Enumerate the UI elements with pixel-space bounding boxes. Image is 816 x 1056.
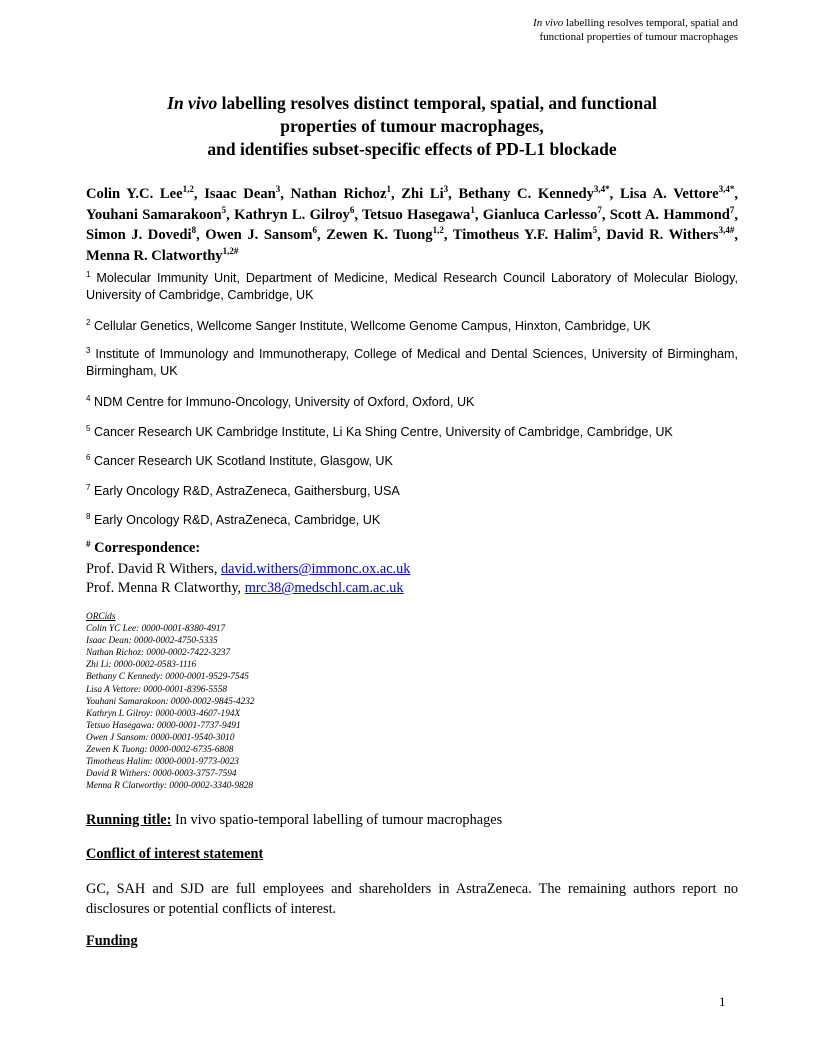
- author-affiliation-mark: 3,4#: [718, 225, 735, 236]
- affiliation-number: 6: [86, 453, 91, 462]
- author-affiliation-mark: 5: [592, 225, 598, 236]
- affiliation-number: 1: [86, 270, 91, 279]
- orcid-entry: Zewen K Tuong: 0000-0002-6735-6808: [86, 745, 234, 756]
- author-affiliation-mark: 7: [729, 204, 735, 215]
- affiliation: [86, 346, 738, 379]
- affiliation: [86, 394, 738, 411]
- orcid-heading: ORCids: [86, 612, 116, 622]
- conflict-text: GC, SAH and SJD are full employees and shareholders in AstraZeneca. The remaining authors report no disclosures or potential conflicts of interest.: [86, 881, 738, 917]
- affiliation: [86, 483, 738, 500]
- author-affiliation-mark: 3,4*: [593, 184, 610, 195]
- author: Colin Y.C. Lee$^{1,2}$: [86, 184, 194, 202]
- author-affiliation-mark: 7: [597, 204, 602, 215]
- affiliation: [86, 318, 738, 335]
- author: Isaac Dean$^3$: [204, 184, 281, 202]
- orcid-entry: Isaac Dean: 0000-0002-4750-5335: [86, 636, 218, 647]
- author: Simon J. Dovedi$^8$: [86, 225, 197, 243]
- orcid-entry: Tetsuo Hasegawa: 0000-0001-7737-9491: [86, 720, 241, 731]
- correspondence-contact: Prof. Menna R Clatworthy, mrc38@medschl.cam.ac.uk: [86, 580, 404, 596]
- affiliation-text: Molecular Immunity Unit, Department of Medicine, Medical Research Council Laboratory of Molecular Biology, University of Cambridge, Cambridge, UK: [86, 271, 738, 302]
- affiliation-text: NDM Centre for Immuno-Oncology, University of Oxford, Oxford, UK: [93, 395, 475, 409]
- affiliation-text: Institute of Immunology and Immunotherapy, College of Medical and Dental Sciences, University of Birmingham, Birmingham, UK: [86, 347, 738, 378]
- author: Timotheus Y.F. Halim$^5$: [452, 225, 598, 243]
- affiliation-text: Cancer Research UK Cambridge Institute, Li Ka Shing Centre, University of Cambridge, Cambridge, UK: [93, 425, 673, 439]
- page-number: 1: [719, 994, 726, 1009]
- author: Youhani Samarakoon$^5$: [86, 204, 227, 223]
- affiliation-text: Cancer Research UK Scotland Institute, Glasgow, UK: [93, 454, 393, 468]
- author-list: Colin Y.C. Lee$^{1,2}$, Isaac Dean$^3$, Nathan Richoz$^1$, Zhi Li$^3$, Bethany C. Kennedy$^{3,4*}$, Lisa A. Vettore$^{3,4*}$, Youhani Samarakoon$^5$, Kathryn L. Gilroy$^6$, Tetsuo Hasegawa$^1$, Gianluca Carlesso$^7$, Scott A. Hammond$^7$, Simon J. Dovedi$^8$, Owen J. Sansom$^6$, Zewen K. Tuong$^{1,2}$, Timotheus Y.F. Halim$^5$, David R. Withers$^{3,4\#}$, Menna R. Clatworthy$^{1,2\#}$: [86, 184, 739, 264]
- orcid-list: [86, 611, 406, 792]
- author-affiliation-mark: 1,2: [432, 225, 444, 236]
- title-line2: properties of tumour macrophages,: [280, 116, 544, 136]
- conflict-heading: Conflict of interest statement: [86, 846, 264, 862]
- author-affiliation-mark: 1,2: [182, 184, 194, 195]
- orcid-entry: Lisa A Vettore: 0000-0001-8396-5558: [86, 684, 228, 695]
- title-italic: In vivo: [167, 93, 218, 113]
- author-affiliation-mark: 8: [191, 225, 197, 236]
- author: Owen J. Sansom$^6$: [205, 225, 317, 243]
- author-affiliation-mark: 3: [275, 184, 281, 195]
- author-affiliation-mark: 3,4*: [718, 184, 735, 195]
- author: Tetsuo Hasegawa$^1$: [362, 204, 475, 223]
- orcid-entry: Timotheus Halim: 0000-0001-9773-0023: [86, 757, 239, 768]
- author-affiliation-mark: 6: [349, 204, 355, 215]
- paper-title: [86, 92, 738, 161]
- orcid-entry: Kathryn L Gilroy: 0000-0003-4607-194X: [86, 708, 241, 719]
- author-affiliation-mark: 6: [312, 225, 317, 236]
- author-affiliation-mark: 1: [470, 204, 475, 215]
- author: Zhi Li$^3$: [401, 184, 449, 202]
- author: Lisa A. Vettore$^{3,4*}$: [619, 184, 735, 202]
- affiliation-number: 2: [86, 318, 91, 327]
- running-title-label: Running title:: [86, 812, 172, 828]
- running-title: [86, 812, 502, 829]
- email-link[interactable]: david.withers@immonc.ox.ac.uk: [220, 561, 411, 577]
- author: Menna R. Clatworthy$^{1,2\#}$: [86, 245, 239, 264]
- author: Zewen K. Tuong$^{1,2}$: [326, 225, 444, 243]
- orcid-entry: David R Withers: 0000-0003-3757-7594: [86, 769, 237, 780]
- title-line1: labelling resolves distinct temporal, spatial, and functional: [217, 93, 657, 113]
- affiliation: [86, 270, 738, 303]
- correspondence-mark: #: [86, 539, 91, 549]
- affiliation-number: 3: [86, 346, 91, 355]
- orcid-entry: Menna R Clatworthy: 0000-0002-3340-9828: [86, 781, 254, 792]
- author: Kathryn L. Gilroy$^6$: [234, 204, 355, 223]
- running-title-text: In vivo spatio-temporal labelling of tumour macrophages: [171, 812, 503, 828]
- title-line3: and identifies subset-specific effects of PD-L1 blockade: [207, 139, 617, 159]
- orcid-entry: Zhi Li: 0000-0002-0583-1116: [86, 660, 197, 671]
- header-line2: functional properties of tumour macrophages: [539, 31, 738, 43]
- funding-heading: Funding: [86, 933, 138, 949]
- author: David R. Withers$^{3,4\#}$: [606, 225, 735, 243]
- author: Bethany C. Kennedy$^{3,4*}$: [458, 184, 610, 202]
- orcid-entry: Bethany C Kennedy: 0000-0001-9529-7545: [86, 672, 249, 683]
- affiliation-number: 7: [86, 483, 91, 492]
- affiliation: [86, 424, 738, 441]
- orcid-entry: Youhani Samarakoon: 0000-0002-9845-4232: [86, 696, 255, 707]
- author: Gianluca Carlesso$^7$: [482, 204, 602, 223]
- running-header: [533, 16, 738, 44]
- header-italic: In vivo: [533, 17, 564, 29]
- orcid-entry: Nathan Richoz: 0000-0002-7422-3237: [86, 648, 231, 659]
- orcid-entry: Owen J Sansom: 0000-0001-9540-3010: [86, 732, 235, 743]
- affiliation-number: 5: [86, 424, 91, 433]
- author-affiliation-mark: 5: [221, 204, 227, 215]
- author: Scott A. Hammond$^7$: [609, 204, 735, 223]
- affiliation: [86, 512, 738, 529]
- author-affiliation-mark: 1: [386, 184, 391, 195]
- correspondence-contact: Prof. David R Withers, david.withers@immonc.ox.ac.uk: [86, 561, 411, 577]
- affiliation-number: 8: [86, 512, 91, 521]
- header-line1: labelling resolves temporal, spatial and: [563, 17, 738, 29]
- affiliation: [86, 453, 738, 470]
- affiliation-text: Cellular Genetics, Wellcome Sanger Institute, Wellcome Genome Campus, Hinxton, Cambridge, UK: [93, 319, 651, 333]
- author-affiliation-mark: 3: [443, 184, 449, 195]
- email-link[interactable]: mrc38@medschl.cam.ac.uk: [244, 580, 404, 596]
- orcid-entry: Colin YC Lee: 0000-0001-8380-4917: [86, 624, 226, 635]
- correspondence-heading: # Correspondence:: [86, 539, 201, 556]
- author: Nathan Richoz$^1$: [290, 184, 391, 202]
- affiliation-text: Early Oncology R&D, AstraZeneca, Gaithersburg, USA: [93, 484, 400, 498]
- affiliation-text: Early Oncology R&D, AstraZeneca, Cambridge, UK: [93, 513, 381, 527]
- affiliation-number: 4: [86, 394, 91, 403]
- author-affiliation-mark: 1,2#: [222, 245, 239, 256]
